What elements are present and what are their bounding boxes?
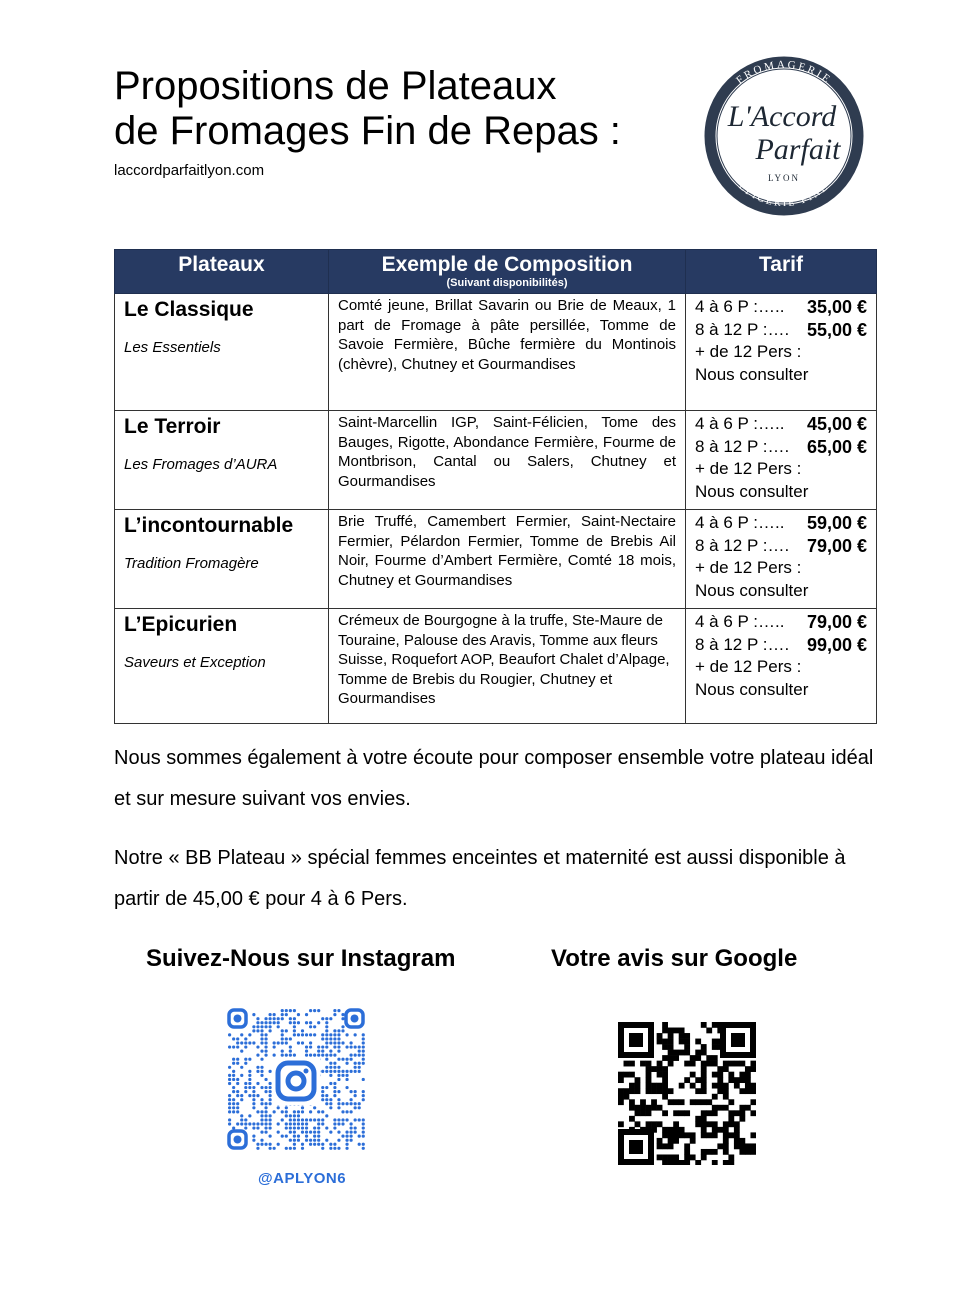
more-label: + de 12 Pers : bbox=[695, 342, 802, 361]
price-value: 65,00 € bbox=[806, 436, 867, 457]
platter-name: Le Classique bbox=[124, 298, 254, 321]
bb-plateau-paragraph: Notre « BB Plateau » spécial femmes enceintes et maternité est aussi disponible à partir de 45,00 € pour 4 à 6 Pers. bbox=[114, 847, 846, 910]
platter-subtitle: Saveurs et Exception bbox=[124, 654, 266, 671]
header-tarif: Tarif bbox=[686, 250, 877, 294]
more-value: Nous consulter bbox=[695, 481, 809, 501]
price-label: 4 à 6 P :….. bbox=[695, 612, 785, 631]
platter-name: L’Epicurien bbox=[124, 613, 238, 636]
more-value: Nous consulter bbox=[695, 364, 809, 384]
platter-tarif bbox=[686, 609, 877, 724]
more-value: Nous consulter bbox=[695, 580, 809, 600]
platter-composition: Saint-Marcellin IGP, Saint-Félicien, Tome des Bauges, Rigotte, Abondance Fermière, Fourme de Montbrison, Cantal ou Salers, Chutney et Gourmandises bbox=[329, 411, 686, 510]
platter-tarif bbox=[686, 510, 877, 609]
platter-subtitle: Tradition Fromagère bbox=[124, 555, 259, 572]
website-link[interactable]: laccordparfaitlyon.com bbox=[114, 162, 265, 179]
platter-composition: Comté jeune, Brillat Savarin ou Brie de Meaux, 1 part de Fromage à pâte persillée, Tomme de Savoie Fermière, Bûche fermière du Montinois (chèvre), Chutney et Gourmandises bbox=[329, 294, 686, 411]
logo-script-2: Parfait bbox=[755, 133, 841, 166]
price-value: 59,00 € bbox=[806, 513, 867, 533]
platter-subtitle: Les Essentiels bbox=[124, 339, 221, 356]
logo-city: LYON bbox=[767, 173, 801, 183]
page-title bbox=[114, 64, 621, 154]
logo-bottom-text: EPICERIE FINE bbox=[736, 181, 832, 210]
table-row bbox=[115, 411, 877, 510]
logo-script-1: L'Accord bbox=[727, 100, 837, 133]
price-value: 79,00 € bbox=[806, 535, 867, 556]
platter-subtitle: Les Fromages d’AURA bbox=[124, 456, 278, 473]
custom-order-paragraph: Nous sommes également à votre écoute pour composer ensemble votre plateau idéal et sur mesure suivant vos envies. bbox=[114, 747, 874, 810]
price-label: 8 à 12 P :…. bbox=[695, 436, 790, 456]
instagram-qr-code[interactable] bbox=[226, 1007, 366, 1151]
instagram-title: Suivez-Nous sur Instagram bbox=[146, 945, 456, 972]
platter-name: Le Terroir bbox=[124, 415, 221, 438]
price-value: 79,00 € bbox=[806, 612, 867, 632]
brand-logo bbox=[694, 56, 874, 216]
price-value: 55,00 € bbox=[806, 319, 867, 340]
price-value: 99,00 € bbox=[806, 634, 867, 655]
header-plateaux: Plateaux bbox=[115, 250, 329, 294]
table-row bbox=[115, 609, 877, 724]
price-label: 4 à 6 P :….. bbox=[695, 297, 785, 316]
platter-composition: Crémeux de Bourgogne à la truffe, Ste-Maure de Touraine, Palouse des Aravis, Tomme aux fleurs Suisse, Roquefort AOP, Beaufort Chalet d’Alpage, Tomme de Brebis du Rougier, Chutney et Gourmandises bbox=[329, 609, 686, 724]
table-row bbox=[115, 294, 877, 411]
title-line-1: Propositions de Plateaux bbox=[114, 64, 557, 108]
price-value: 35,00 € bbox=[806, 297, 867, 317]
platter-tarif bbox=[686, 411, 877, 510]
google-review-qr-code[interactable] bbox=[618, 1022, 756, 1165]
more-value: Nous consulter bbox=[695, 679, 809, 699]
price-label: 8 à 12 P :…. bbox=[695, 319, 790, 339]
title-line-2: de Fromages Fin de Repas : bbox=[114, 109, 621, 153]
platters-table bbox=[114, 249, 877, 724]
header-composition bbox=[329, 250, 686, 294]
table-row bbox=[115, 510, 877, 609]
header-composition-label: Exemple de Composition bbox=[381, 253, 633, 276]
platter-tarif bbox=[686, 294, 877, 411]
more-label: + de 12 Pers : bbox=[695, 558, 802, 577]
price-label: 4 à 6 P :….. bbox=[695, 414, 785, 433]
price-label: 8 à 12 P :…. bbox=[695, 535, 790, 555]
more-label: + de 12 Pers : bbox=[695, 459, 802, 478]
price-label: 4 à 6 P :….. bbox=[695, 513, 785, 532]
google-title: Votre avis sur Google bbox=[551, 945, 798, 972]
more-label: + de 12 Pers : bbox=[695, 657, 802, 676]
platter-composition: Brie Truffé, Camembert Fermier, Saint-Nectaire Fermier, Pélardon Fermier, Tomme de Brebis Ail Noir, Fourme d’Ambert Fermière, Comté 18 mois, Chutney et Gourmandises bbox=[329, 510, 686, 609]
table-header-row bbox=[115, 250, 877, 294]
price-label: 8 à 12 P :…. bbox=[695, 634, 790, 654]
header-composition-sub: (Suivant disponibilités) bbox=[446, 277, 568, 289]
instagram-handle[interactable]: @APLYON6 bbox=[258, 1170, 347, 1187]
logo-top-text: FROMAGERIE bbox=[734, 58, 834, 87]
platter-name: L’incontournable bbox=[124, 514, 294, 537]
price-value: 45,00 € bbox=[806, 414, 867, 434]
